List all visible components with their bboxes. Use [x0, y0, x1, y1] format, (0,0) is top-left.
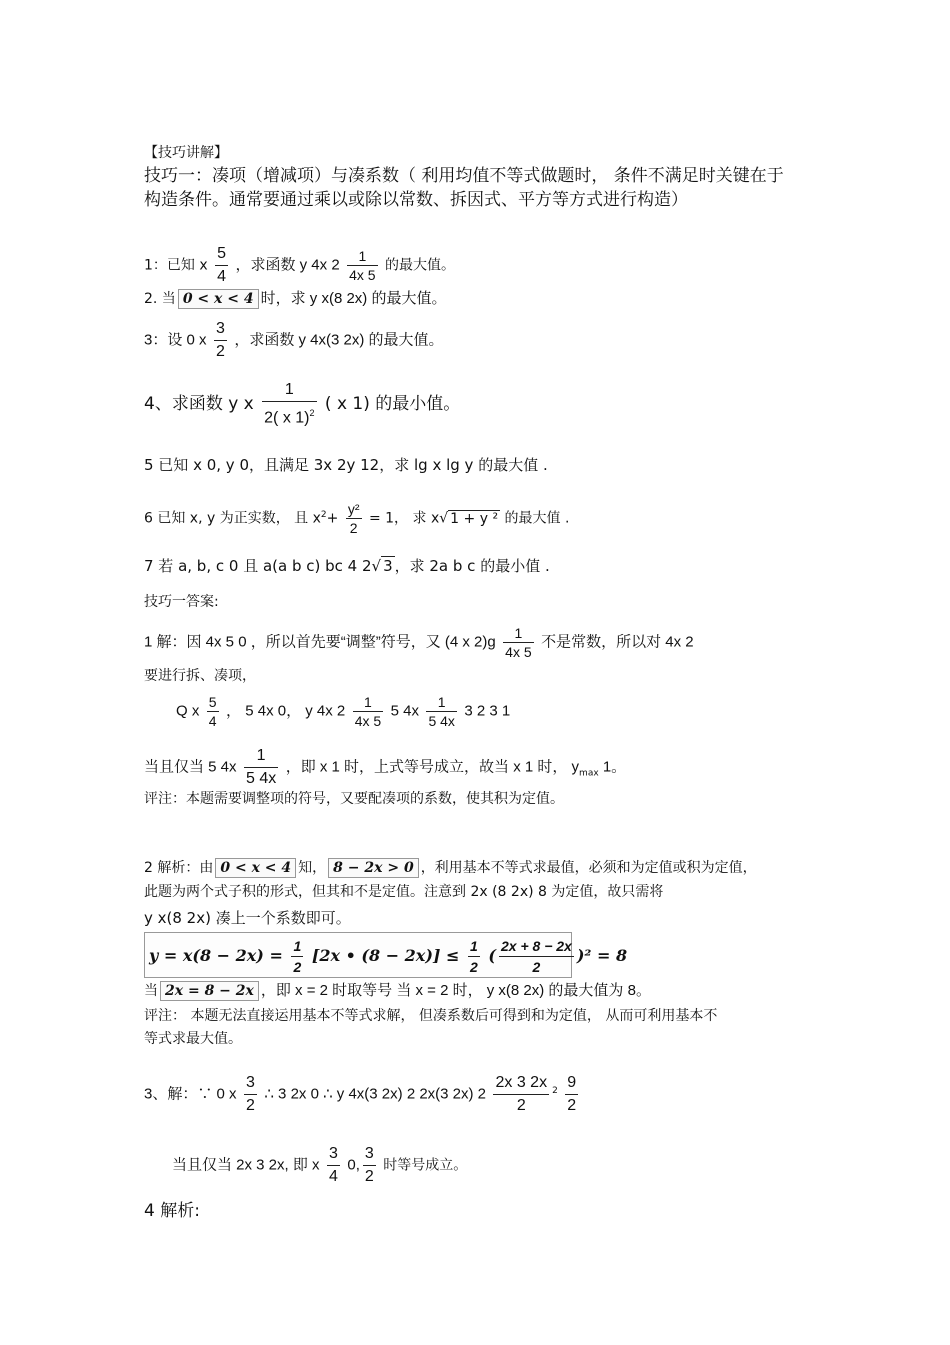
problem-1-tail: 的最大值。 [385, 257, 456, 274]
fraction [244, 745, 278, 790]
fraction [499, 936, 574, 977]
fraction-numerator: 1 [468, 936, 480, 957]
fraction-denominator: 2 [293, 959, 302, 975]
exponent: 2 [309, 408, 315, 418]
expr-part: [2x • (8 − 2x)] ≤ [311, 946, 460, 965]
fraction-numerator: 1 [262, 379, 316, 402]
answer-2-line-1 [144, 858, 810, 878]
sqrt-sign: √ [439, 510, 449, 527]
fraction-numerator: 3 [244, 1072, 257, 1095]
answer-2-note-1: 评注： 本题无法直接运用基本不等式求解， 但凑系数后可得到和为定值， 从而可利用基本不 [144, 1008, 718, 1024]
problem-6 [144, 500, 810, 537]
exponent: 2 [552, 1085, 558, 1096]
fraction-numerator: 3 [363, 1143, 376, 1166]
formula-image: 2x = 8 − 2x [160, 981, 259, 1001]
subscript: max [579, 768, 599, 779]
problem-6-middle: = 1， 求 x [368, 510, 440, 527]
fraction-numerator: 2x + 8 − 2x [499, 936, 574, 957]
fraction [353, 693, 383, 730]
fraction-denominator: 4x 5 [354, 713, 382, 729]
problem-2-lead: 2. 当 [144, 291, 176, 307]
expr-part: 3、解：∵ 0 x [144, 1085, 237, 1103]
plus-sign: + [326, 510, 339, 527]
fraction-denominator: 2 [364, 1168, 374, 1185]
expr-part: 5 4x [390, 702, 419, 720]
fraction-numerator: y² [347, 501, 360, 517]
problem-4 [144, 379, 810, 429]
answer-1-lead: 1 解：因 4x 5 0 ，所以首先要“调整”符号，又 (4 x 2)g [144, 633, 496, 651]
fraction [262, 379, 316, 429]
fraction-numerator: 1 [426, 693, 456, 712]
technique-line-1: 技巧一：凑项（增减项）与凑系数（ 利用均值不等式做题时， 条件不满足时关键在于 [144, 166, 784, 186]
expr-part: )² = 8 [576, 946, 628, 965]
fraction-denominator: 2 [215, 343, 225, 360]
fraction-denominator: 5 4x [245, 770, 277, 787]
expr-part: 2 解析：由 [144, 860, 214, 876]
expr-part: 时等号成立。 [383, 1157, 468, 1174]
fraction-numerator: 1 [353, 693, 383, 712]
answer-1-line-1 [144, 624, 810, 661]
formula-image: 8 − 2x > 0 [328, 858, 419, 878]
problem-3 [144, 318, 810, 363]
fraction-numerator: 1 [291, 936, 303, 957]
inequality-formula-image [144, 932, 628, 978]
fraction-numerator: 5 [208, 694, 217, 710]
problem-2-tail: 时，求 y x(8 2x) 的最大值。 [260, 290, 447, 307]
fraction-denominator: 2 [567, 1097, 577, 1114]
problem-7-lead: 7 若 a, b, c 0 且 a(a b c) bc 4 2 [144, 557, 372, 575]
sqrt-sign: √ [371, 557, 382, 575]
answers-title: 技巧一答案: [144, 594, 219, 610]
formula-image: 0 < x < 4 [178, 289, 259, 309]
fraction-denominator: 4 [217, 268, 227, 285]
fraction [493, 1072, 549, 1117]
fraction-denominator: 2 [349, 520, 358, 536]
problem-5: 5 已知 x 0, y 0，且满足 3x 2y 12，求 lg x lg y 的最大值 . [144, 456, 548, 474]
expr-part: 当且仅当 5 4x [144, 758, 237, 776]
problem-3-tail: ，求函数 y 4x(3 2x) 的最大值。 [234, 331, 444, 349]
fraction-denominator: 2 [470, 959, 478, 975]
answer-2-line-2: 此题为两个式子积的形式，但其和不是定值。注意到 2x (8 2x) 8 为定值，故只需将 [144, 884, 664, 900]
fraction [503, 624, 533, 661]
fraction-denominator: 4x 5 [349, 267, 376, 283]
problem-3-lead: 3：设 0 x [144, 331, 207, 349]
answer-1-line-3 [176, 693, 810, 730]
fraction-numerator: 1 [347, 247, 377, 266]
problem-1-function: ，求函数 y 4x 2 [235, 256, 340, 274]
expr-part: ， 5 4x 0， y 4x 2 [226, 702, 346, 720]
answer-1-line-4 [144, 745, 810, 790]
expr-part: 1。 [598, 758, 627, 776]
answer-3-line-2 [172, 1143, 810, 1188]
fraction-denominator: 4x 5 [505, 644, 532, 660]
section-heading: 【技巧讲解】 [144, 145, 228, 161]
fraction-numerator: 9 [565, 1072, 578, 1095]
exponent: 2 [320, 509, 327, 520]
answer-2-line-4 [144, 981, 810, 1001]
fraction-denominator: 2 [516, 1097, 526, 1114]
fraction [347, 247, 377, 284]
fraction-numerator: 3 [214, 318, 227, 341]
fraction [426, 693, 456, 730]
expr-part: ，即 x 1 时，上式等号成立，故当 x 1 时， y [285, 758, 580, 776]
fraction-denominator [262, 402, 316, 429]
expr-part: ( [488, 946, 496, 965]
problem-6-lead: 6 已知 x, y 为正实数， 且 x [144, 510, 321, 527]
expr-part: y = x(8 − 2x) = [149, 946, 283, 965]
radicand: 3 [383, 557, 393, 575]
fraction [346, 500, 362, 537]
fraction-numerator: 2x 3 2x [493, 1072, 549, 1095]
problem-4-tail: ( x 1) 的最小值。 [324, 394, 461, 415]
expr-part: ∴ 3 2x 0 ∴ y 4x(3 2x) 2 2x(3 2x) 2 [264, 1085, 487, 1103]
fraction [363, 1143, 376, 1188]
fraction-denominator: 4 [208, 713, 217, 729]
expr-part: 3 2 3 1 [464, 702, 511, 720]
formula-image: 0 < x < 4 [215, 858, 296, 878]
fraction-numerator: 3 [327, 1143, 340, 1166]
expr-part: 当且仅当 2x 3 2x, 即 x [172, 1156, 320, 1174]
expr-part: 当 [144, 983, 158, 999]
fraction-denominator: 2 [245, 1097, 255, 1114]
problem-2 [144, 289, 810, 309]
fraction-denominator: 4 [329, 1168, 338, 1185]
denominator-text: 2( x 1) [264, 409, 310, 427]
answer-1-tail: 不是常数，所以对 4x 2 [541, 633, 694, 651]
fraction-numerator: 1 [244, 745, 278, 768]
expr-part: ，即 x = 2 时取等号 当 x = 2 时， y x(8 2x) 的最大值为 8。 [260, 982, 651, 999]
fraction-numerator: 1 [503, 624, 533, 643]
expr-part: 0, [347, 1156, 360, 1174]
expr-part: Q x [176, 702, 200, 720]
problem-7 [144, 556, 810, 576]
fraction [468, 936, 480, 977]
fraction [244, 1072, 257, 1117]
problem-1 [144, 243, 810, 288]
fraction-numerator: 5 [215, 243, 228, 266]
fraction [207, 693, 219, 730]
expr-part: ，利用基本不等式求最值，必须和为定值或积为定值， [420, 860, 757, 876]
answer-1-line-2: 要进行拆、凑项， [144, 668, 256, 684]
answer-3-line-1 [144, 1072, 810, 1117]
problem-1-lead: 1：已知 x [144, 257, 208, 274]
problem-7-tail: ，求 2a b c 的最小值 . [394, 557, 550, 575]
problem-4-lead: 4、求函数 y x [144, 394, 254, 415]
problem-6-tail: 的最大值 . [504, 510, 570, 527]
fraction-denominator: 5 4x [428, 713, 455, 729]
answer-2-note-2: 等式求最大值。 [144, 1031, 242, 1047]
fraction [214, 318, 227, 363]
fraction [327, 1143, 340, 1188]
fraction [565, 1072, 578, 1117]
technique-line-2: 构造条件。通常要通过乘以或除以常数、拆因式、平方等方式进行构造） [144, 190, 688, 210]
answer-1-note: 评注：本题需要调整项的符号，又要配凑项的系数，使其积为定值。 [144, 791, 564, 807]
fraction [215, 243, 228, 288]
answer-2-line-3: y x(8 2x) 凑上一个系数即可。 [144, 909, 351, 927]
expr-part: 知， [298, 860, 327, 876]
radicand: 1 + y ² [450, 510, 499, 527]
fraction-denominator: 2 [532, 959, 541, 975]
fraction [291, 936, 303, 977]
answer-4-title: 4 解析: [144, 1201, 200, 1221]
